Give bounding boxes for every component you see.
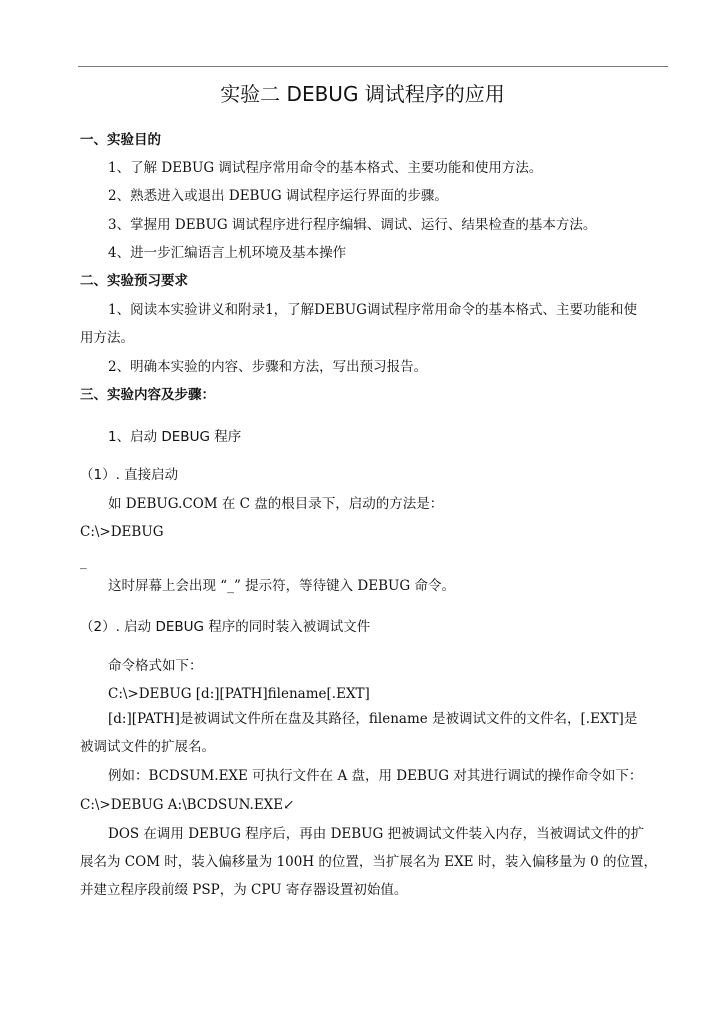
- section2-item1-line1: 1、阅读本实验讲义和附录1，了解DEBUG调试程序常用命令的基本格式、主要功能和使: [108, 302, 637, 318]
- sub2-para-line3: 并建立程序段前缀 PSP，为 CPU 寄存器设置初始值。: [80, 882, 408, 898]
- section3-heading: 三、实验内容及步骤：: [80, 387, 215, 403]
- sub2-heading: （2）. 启动 DEBUG 程序的同时装入被调试文件: [80, 619, 371, 635]
- sub2-example-command: C:\>DEBUG A:\BCDSUN.EXE↙: [80, 797, 295, 813]
- section2-item1-line2: 用方法。: [80, 330, 134, 346]
- section1-heading: 一、实验目的: [80, 132, 161, 148]
- header-rule: [78, 66, 668, 67]
- sub2-format: C:\>DEBUG [d:][PATH]filename[.EXT]: [108, 686, 370, 702]
- section1-item-2: 2、熟悉进入或退出 DEBUG 调试程序运行界面的步骤。: [108, 188, 448, 204]
- sub2-para-line1: DOS 在调用 DEBUG 程序后，再由 DEBUG 把被调试文件装入内存，当被调试文件的扩: [108, 826, 645, 842]
- sub2-example: 例如：BCDSUM.EXE 可执行文件在 A 盘，用 DEBUG 对其进行调试的操作命令如下：: [108, 768, 643, 784]
- sub2-desc-line1: [d:][PATH]是被调试文件所在盘及其路径，filename 是被调试文件的文件名，[.EXT]是: [108, 711, 638, 727]
- sub1-prompt: _: [80, 554, 87, 570]
- step1-heading: 1、启动 DEBUG 程序: [108, 429, 242, 445]
- section1-item-4: 4、进一步汇编语言上机环境及基本操作: [108, 245, 347, 261]
- sub1-text: 如 DEBUG.COM 在 C 盘的根目录下，启动的方法是：: [108, 496, 444, 512]
- section1-item-3: 3、掌握用 DEBUG 调试程序进行程序编辑、调试、运行、结果检查的基本方法。: [108, 217, 597, 233]
- sub1-command: C:\>DEBUG: [80, 524, 164, 540]
- section1-item-1: 1、了解 DEBUG 调试程序常用命令的基本格式、主要功能和使用方法。: [108, 160, 543, 176]
- sub1-heading: （1）. 直接启动: [80, 467, 179, 483]
- section2-heading: 二、实验预习要求: [80, 273, 188, 289]
- section2-item-2: 2、明确本实验的内容、步骤和方法，写出预习报告。: [108, 359, 428, 375]
- sub2-desc-line2: 被调试文件的扩展名。: [80, 739, 215, 755]
- sub1-after: 这时屏幕上会出现 “_” 提示符，等待键入 DEBUG 命令。: [108, 578, 455, 594]
- sub2-para-line2: 展名为 COM 时，装入偏移量为 100H 的位置，当扩展名为 EXE 时，装入偏移量为 0 的位置，: [80, 854, 657, 870]
- sub2-format-label: 命令格式如下：: [108, 658, 203, 674]
- page-title: 实验二 DEBUG 调试程序的应用: [220, 82, 505, 106]
